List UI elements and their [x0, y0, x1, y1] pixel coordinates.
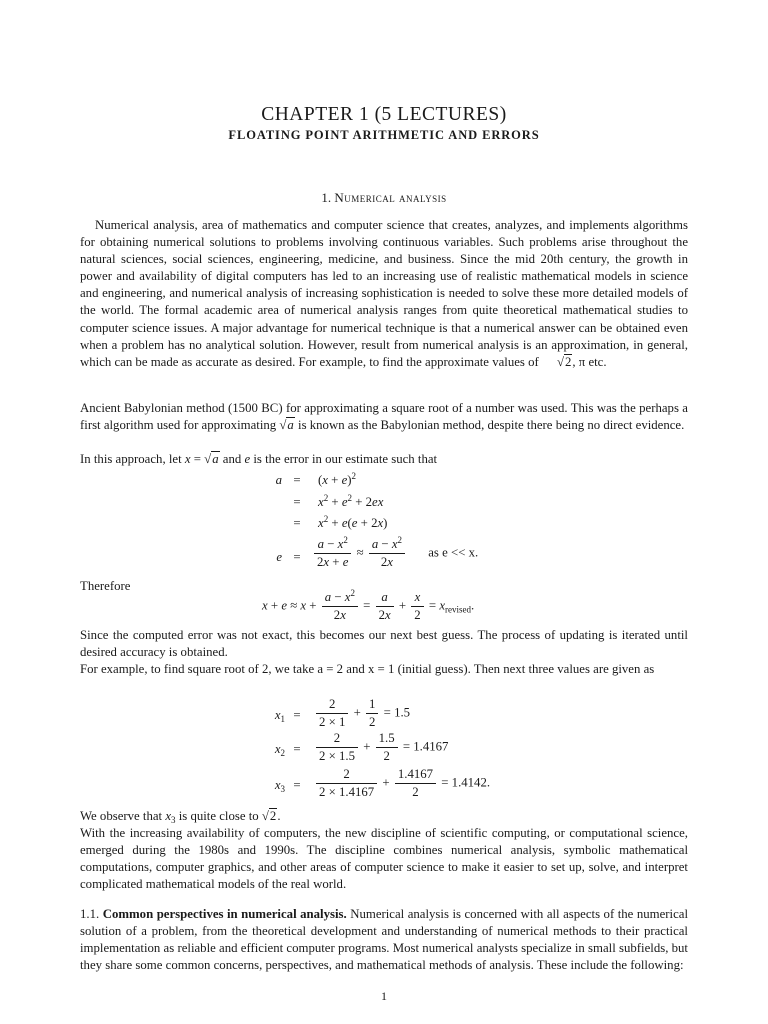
paragraph-babylonian [80, 400, 688, 434]
page-number: 1 [381, 989, 387, 1003]
paragraph-intro-end: values of √2, π etc. [492, 355, 606, 369]
subsection-paragraph [80, 906, 688, 974]
chapter-subtitle: FLOATING POINT ARITHMETIC AND ERRORS [228, 128, 540, 142]
subsection-text: Numerical analysis is concerned with all aspects of the numerical solution of a problem, from the theoretical development and understanding of numerical methods to their practical implementation as reliable and efficient computer programs. Most numerical analysts specialize in small subfields, but they share some common concerns, perspectives, and mathematical methods of analysis. These include the following: [80, 907, 689, 973]
paper-page: CHAPTER 1 (5 LECTURES) FLOATING POINT ARITHMETIC AND ERRORS 1. Numerical analysis Numerical analysis, area of mathematics and computer science that creates, analyzes, and implements algorithms for obtaining numerical solutions to problems involving continuous variables. Such problems arise throughout the natural sciences, social sciences, engineering, medicine, and business. Since the mid 20th century, the growth in power and availability of digital computers has led to an increasing use of realistic mathematical models in science and engineering, and numerical analysis of increasing sophistication is needed to solve these more detailed models of the world. The formal academic area of numerical analysis ranges from quite theoretical mathematical studies to computer science issues. A major advantage for numerical technique is that a numerical answer can be obtained even when a problem has no analytical solution. However, result from numerical analysis is an approximation, in general, which can be made as accurate as desired. For example, to find the approximate values of √2, π etc. Ancient Babylonian method (1500 BC) for approximating a square root of a number was used. This was the perhaps a first algorithm used for approximating √a is known as the Babylonian method, despite there being no direct evidence. In this approach, let x = √a and e is the error in our estimate such that a = $(x + e)^2$ = $x^2 + e^2 + 2ex$ = $x^2 + e(e + 2x)$ e = $\frac{a - x^2}{2x + e}$ ≈ $\frac{a - x^2}{2x}$ as e << x. Therefore x + e ≈ x + $\frac{a - x^2}{2x}$ = $\frac{a}{2x}$ + $\frac{x}{2}$ = $x_{revised}$. Since the computed error was not exact, this becomes our next best guess. The process of updating is iterated until desired accuracy is obtained. For example, to find square root of 2, we take a = 2 and x = 1 (initial guess). Then next three values are given as $x_1$ = $\frac{2}{2 \times 1}$ + $\frac{1}{2}$ = 1.5 $x_2$ = $\frac{2}{2 \times 1.5}$ + $\frac{1.5}{2}$ = 1.4167 $x_3$ = $\frac{2}{2 \times 1.4167}$ + $\frac{1.4167}{2}$ = 1.4142. We observe that $x_3$ is quite close to √2. With the increasing availability of computers, the new discipline of scientific computing, or computational science, emerged during the 1980s and 1990s. The discipline combines numerical analysis, symbolic mathematical computations, computer graphics, and other areas of computer science to make it easier to set up, solve, and interpret complicated mathematical models of the real world. 1.1. Common perspectives in numerical analysis. Numerical analysis is concerned with all aspects of the numerical solution of a problem, from the theoretical development and understanding of numerical methods to their practical implementation as reliable and efficient computer programs. Most numerical analysts specialize in small subfields, but they share some common concerns, perspectives, and mathematical methods of analysis. These include the following: 1 [0, 0, 768, 1024]
equation-note: as e << x. [428, 545, 479, 560]
section-heading [0, 190, 768, 206]
sqrt-2-symbol: √2 [556, 354, 572, 369]
section-number: 1. [321, 190, 332, 205]
sqrt-a-symbol: √a [279, 418, 294, 433]
chapter-title: CHAPTER 1 (5 LECTURES) [261, 104, 507, 125]
equation-revised: x + e ≈ x + $\frac{a - x^2}{2x}$ = $\frac{a}{2x}$ + $\frac{x}{2}$ = $x_{revised}$. [262, 588, 475, 622]
paragraph-intro-text: Numerical analysis, area of mathematics and computer science that creates, analyzes, and implements algorithms for obtaining numerical solutions to problems involving continuous variables. Such problems arise throughout the natural sciences, social sciences, engineering, medicine, and business. Since the mid 20th century, the growth in power and availability of digital computers has led to an increasing use of realistic mathematical models in science and engineering, and numerical analysis of increasing sophistication is needed to solve these more detailed models of the world. The formal academic area of numerical analysis ranges from quite theoretical mathematical studies to computer science issues. A major advantage for numerical technique is that a numerical answer can be obtained even when a problem has no analytical solution. However, result from numerical analysis is an approximation, in general, which can be made as accurate as desired. For example, to find the approximate [80, 218, 688, 369]
therefore-label: Therefore [80, 579, 131, 593]
paragraph-iteration: Since the computed error was not exact, this becomes our next best guess. The process of updating is iterated until desired accuracy is obtained. [80, 628, 688, 660]
paragraph-babylonian-text: Ancient Babylonian method (1500 BC) for approximating a square root of a number was used. This was the perhaps a first algorithm used for approximating [80, 401, 688, 433]
subsection-number: 1.1. [80, 907, 100, 921]
paragraph-example: For example, to find square root of 2, we take a = 2 and x = 1 (initial guess). Then next three values are given as [80, 662, 655, 676]
paragraph-approach: In this approach, let x = √a and e is the error in our estimate such that [80, 452, 438, 466]
paragraph-intro [80, 217, 688, 371]
section-title: Numerical analysis [334, 190, 447, 205]
paragraph-babylonian-end: is known as the Babylonian method, despite there being no direct evidence. [294, 418, 685, 433]
paragraph-observe: We observe that $x_3$ is quite close to √2. [80, 809, 281, 825]
subsection-title: Common perspectives in numerical analysis. [102, 907, 347, 921]
paragraph-scientific-computing: With the increasing availability of computers, the new discipline of scientific computing, or computational science, emerged during the 1980s and 1990s. The discipline combines numerical analysis, symbolic mathematical computations, computer graphics, and other areas of computer science to make it easier to set up, solve, and interpret complicated mathematical models of the real world. [80, 826, 688, 892]
